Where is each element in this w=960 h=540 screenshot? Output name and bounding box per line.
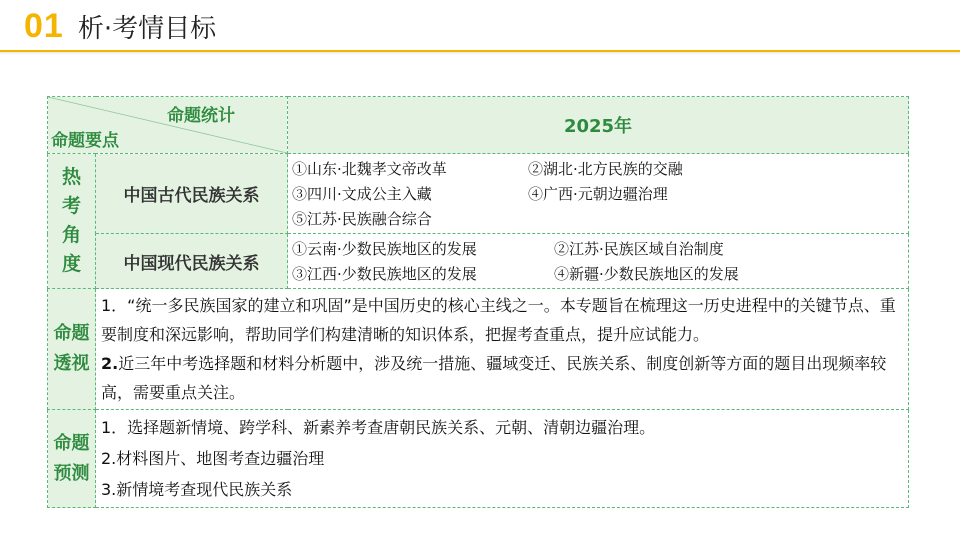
exam-analysis-table [47, 96, 909, 508]
header-divider-shadow [0, 52, 960, 55]
list-item [292, 206, 908, 231]
slide-header [24, 4, 216, 48]
hot-angle-char: 考 [61, 195, 81, 217]
list-item-text: ②湖北·北方民族的交融 [528, 160, 683, 178]
list-item [292, 261, 908, 286]
hot-angle-char: 角 [61, 224, 81, 246]
corner-header-top: 命题统计 [167, 106, 235, 126]
list-item-text: ⑤江苏·民族融合综合 [292, 210, 432, 228]
corner-header-bottom: 命题要点 [51, 131, 119, 151]
list-item-text: ②江苏·民族区域自治制度 [554, 240, 724, 258]
perspective-label-line: 命题 [53, 323, 90, 344]
prediction-content [96, 410, 909, 508]
prediction-item: 2.材料图片、地图考查边疆治理 [101, 449, 325, 468]
hot-angle-char: 热 [61, 166, 81, 188]
section-title: 析·考情目标 [77, 13, 217, 44]
prediction-label-line: 命题 [53, 432, 90, 454]
section-number: 01 [24, 6, 64, 45]
prediction-item: 3.新情境考查现代民族关系 [101, 480, 293, 499]
prediction-label [48, 410, 96, 508]
perspective-paragraph: 1．“统一多民族国家的建立和巩固”是中国历史的核心主线之一。本专题旨在梳理这一历史进程中的关键节点、重要制度和深远影响，帮助同学们构建清晰的知识体系，把握考查重点，提升应试能力。 [101, 296, 896, 344]
perspective-paragraph: 2.近三年中考选择题和材料分析题中，涉及统一措施、疆域变迁、民族关系、制度创新等方面的题目出现频率较高，需要重点关注。 [101, 354, 887, 402]
topic-modern-items [288, 234, 909, 289]
list-item [292, 236, 908, 261]
corner-header-cell [48, 97, 288, 154]
list-item-text: ④新疆·少数民族地区的发展 [554, 265, 739, 283]
hot-angle-char: 度 [61, 253, 81, 275]
list-item-text: ①云南·少数民族地区的发展 [292, 240, 477, 258]
perspective-label [48, 289, 96, 410]
topic-ancient: 中国古代民族关系 [96, 154, 288, 234]
list-item-text: ①山东·北魏孝文帝改革 [292, 160, 447, 178]
topic-modern: 中国现代民族关系 [96, 234, 288, 289]
topic-ancient-items [288, 154, 909, 234]
perspective-label-line: 透视 [53, 353, 90, 374]
prediction-item: 1．选择题新情境、跨学科、新素养考查唐朝民族关系、元朝、清朝边疆治理。 [101, 418, 656, 437]
list-item [292, 181, 908, 206]
prediction-label-line: 预测 [53, 462, 90, 484]
list-item-text: ④广西·元朝边疆治理 [528, 185, 668, 203]
perspective-content [96, 289, 909, 410]
hot-angle-label [48, 154, 96, 289]
list-item-text: ③四川·文成公主入藏 [292, 185, 432, 203]
year-header: 2025年 [288, 97, 909, 154]
list-item [292, 156, 908, 181]
list-item-text: ③江西·少数民族地区的发展 [292, 265, 477, 283]
